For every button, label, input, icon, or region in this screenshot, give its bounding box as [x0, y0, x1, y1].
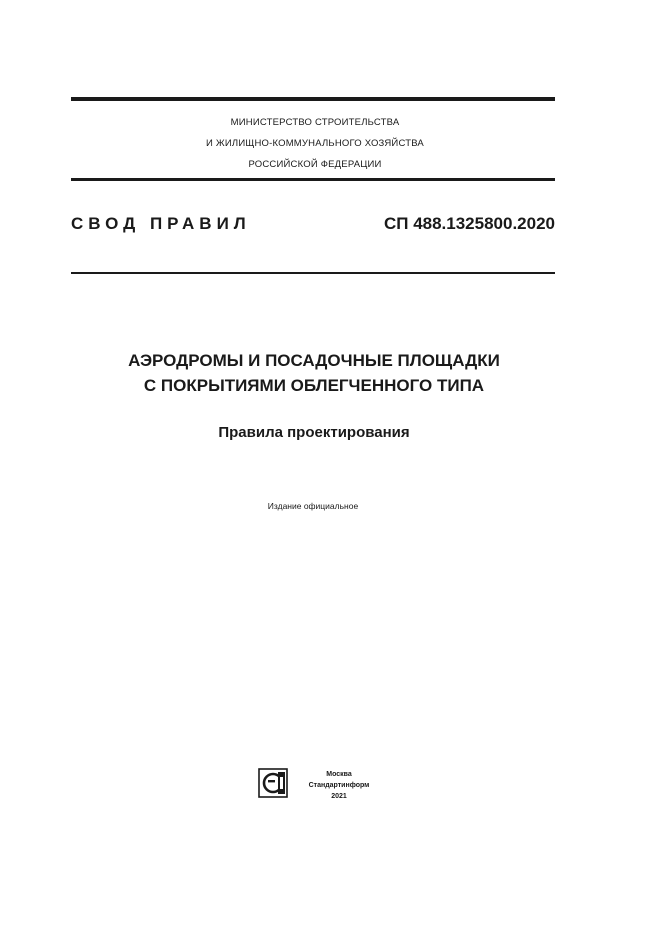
ministry-line: И ЖИЛИЩНО-КОММУНАЛЬНОГО ХОЗЯЙСТВА: [206, 138, 424, 149]
ministry-block: [0, 112, 630, 175]
standartinform-logo-icon: [258, 768, 288, 798]
publisher-name: Стандартинформ: [308, 782, 370, 789]
ministry-line: МИНИСТЕРСТВО СТРОИТЕЛЬСТВА: [230, 117, 400, 128]
document-title: [0, 348, 628, 398]
middle-rule: [71, 178, 555, 181]
top-rule: [71, 97, 555, 101]
title-line: АЭРОДРОМЫ И ПОСАДОЧНЫЕ ПЛОЩАДКИ: [128, 351, 500, 370]
document-type-label: СВОД ПРАВИЛ: [71, 214, 251, 233]
edition-label: Издание официальное: [267, 501, 359, 511]
document-number: СП 488.1325800.2020: [383, 214, 555, 233]
document-subtitle: Правила проектирования: [218, 424, 410, 441]
bottom-rule: [71, 272, 555, 274]
title-line: С ПОКРЫТИЯМИ ОБЛЕГЧЕННОГО ТИПА: [143, 376, 485, 395]
publisher-block: [294, 769, 384, 802]
ministry-line: РОССИЙСКОЙ ФЕДЕРАЦИИ: [248, 159, 382, 170]
publisher-city: Москва: [326, 771, 352, 778]
publisher-year: 2021: [331, 793, 347, 800]
